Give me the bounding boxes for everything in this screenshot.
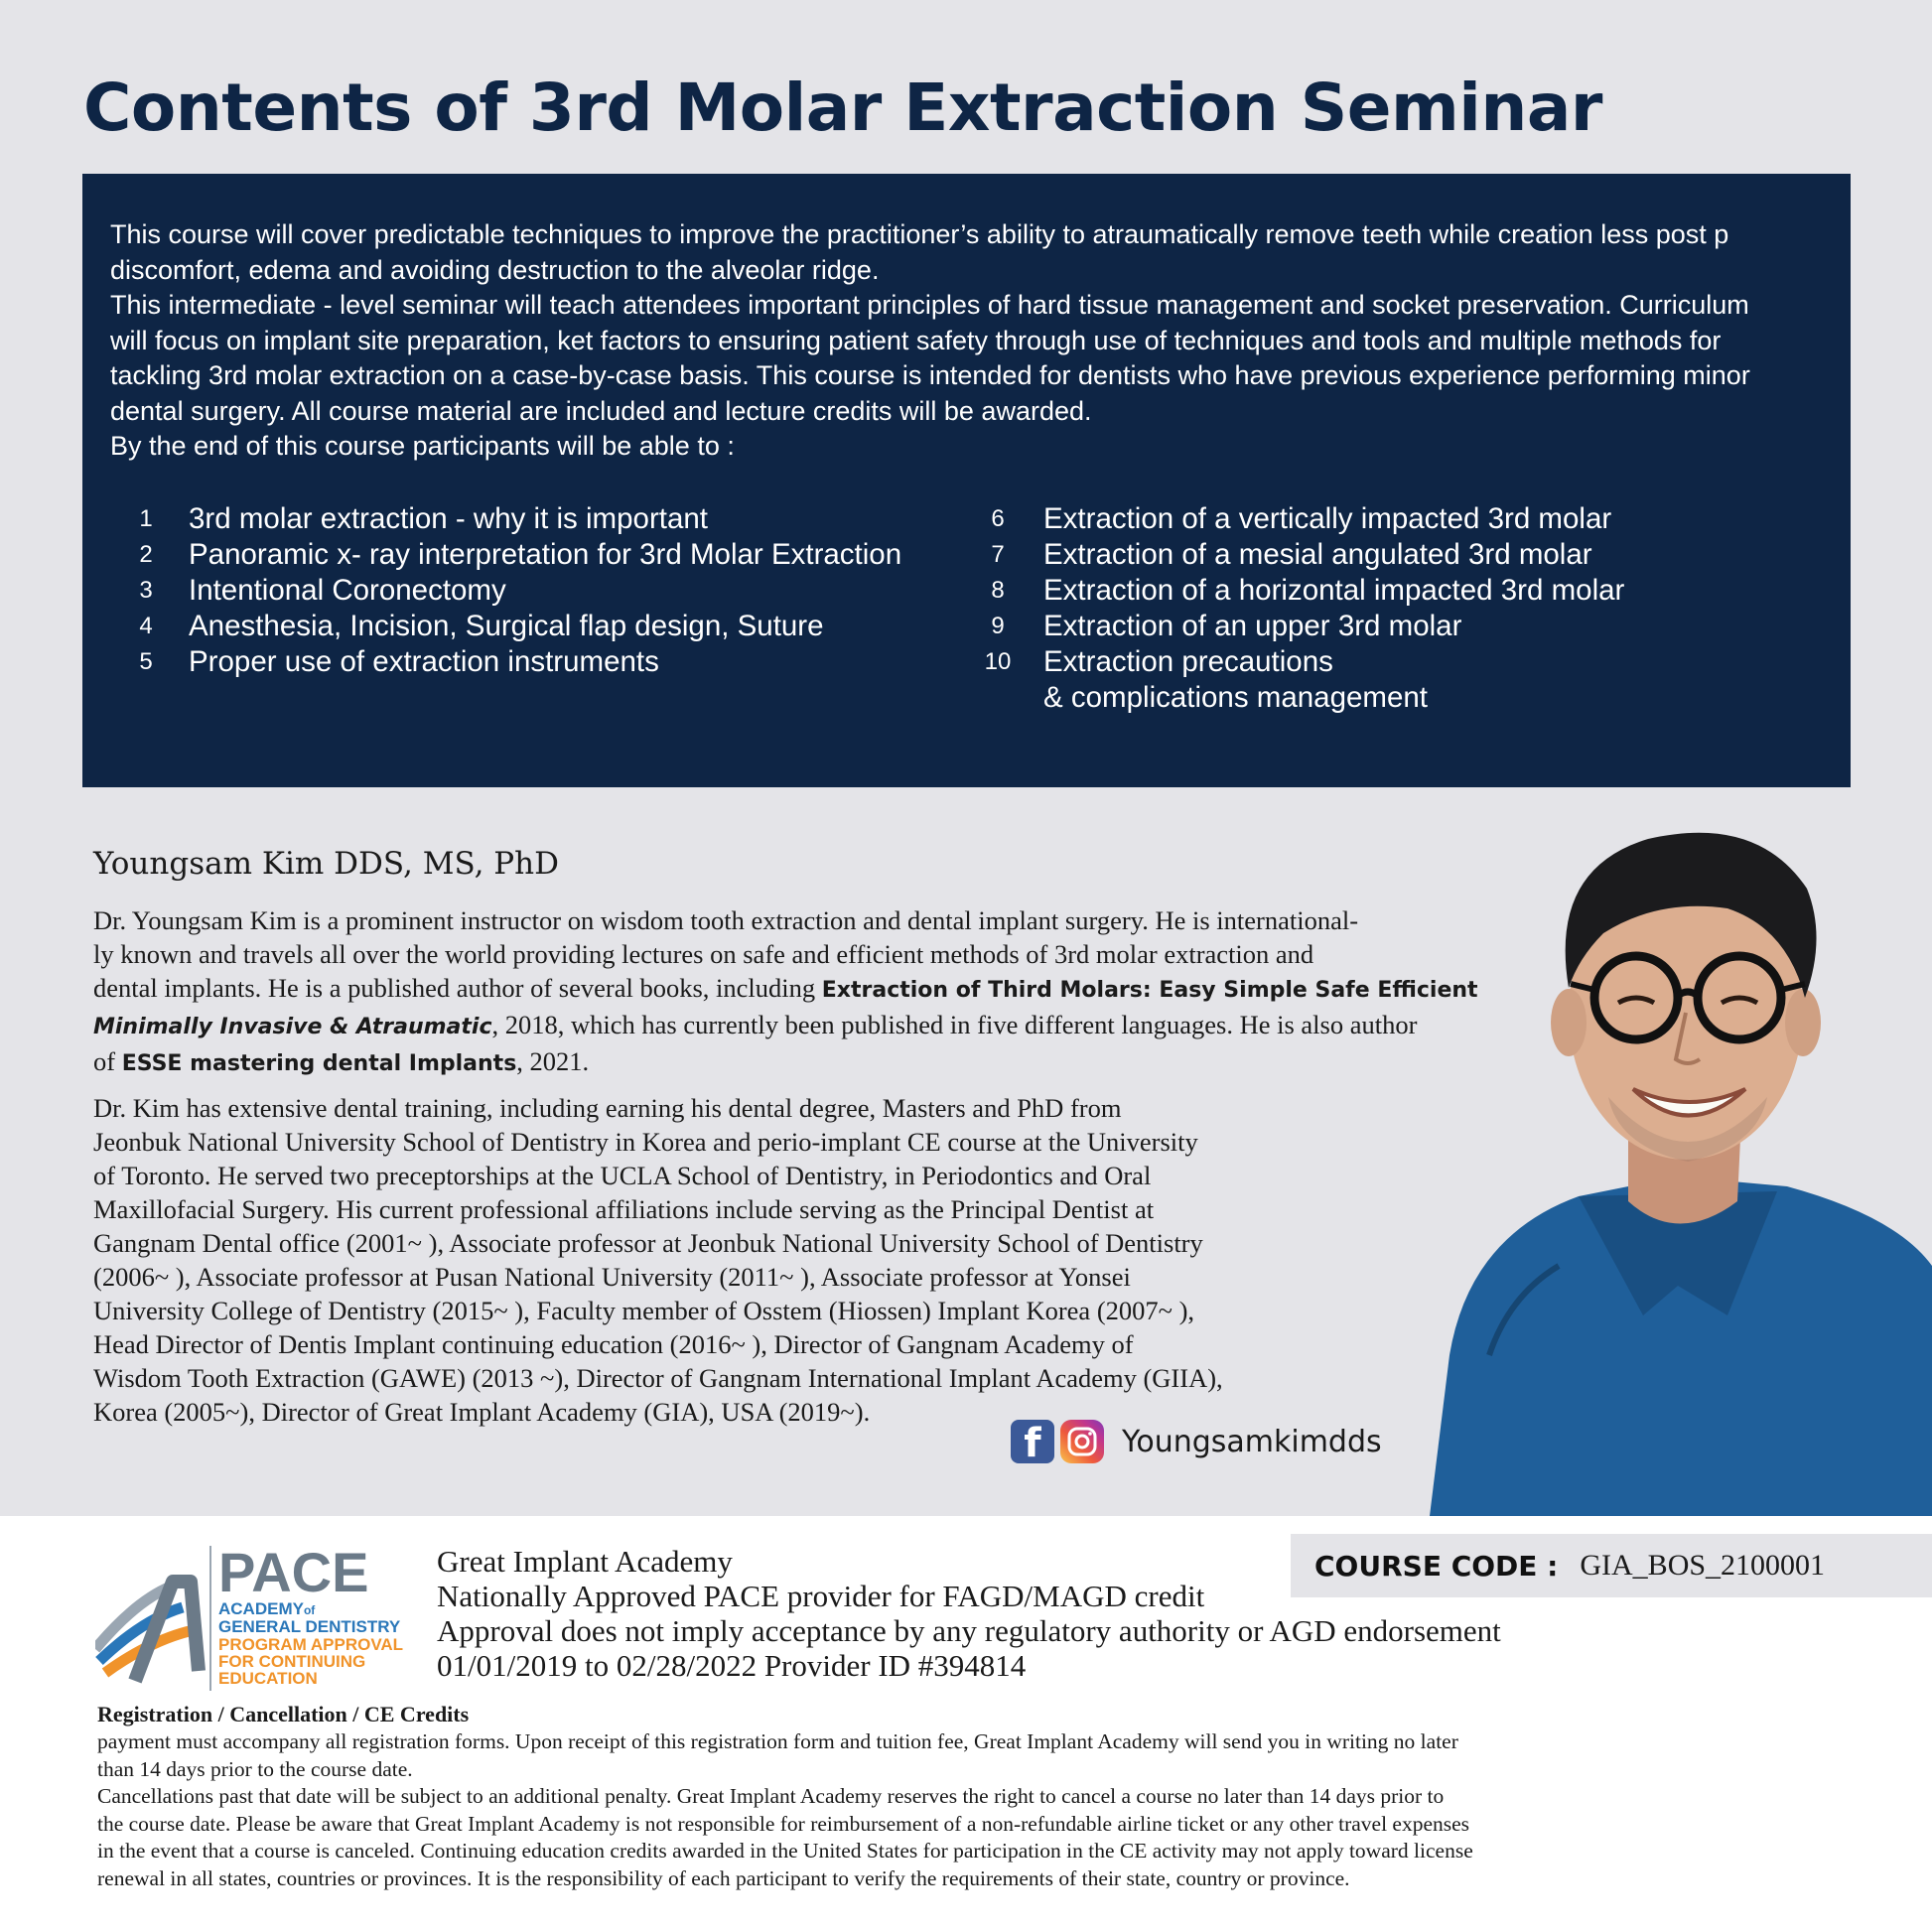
book-title: Minimally Invasive & Atraumatic — [93, 1015, 492, 1039]
topic-text: Proper use of extraction instruments — [189, 645, 659, 678]
topic-item — [974, 501, 1624, 537]
provider-line: Great Implant Academy — [437, 1544, 733, 1579]
social-links — [1011, 1420, 1382, 1463]
pace-text-program: PROGRAM APPROVAL — [218, 1635, 404, 1654]
bio-line — [93, 1044, 1478, 1081]
topic-number: 6 — [991, 505, 1005, 532]
bio-line: Gangnam Dental office (2001~ ), Associate professor at Jeonbuk National University School of Dentistry — [93, 1228, 1203, 1258]
bio-line — [93, 971, 1478, 1008]
topic-item — [974, 537, 1624, 573]
pace-logo — [95, 1542, 413, 1691]
bio-line: of Toronto. He served two preceptorships at the UCLA School of Dentistry, in Periodontics and Oral — [93, 1161, 1152, 1190]
instagram-icon[interactable] — [1060, 1420, 1104, 1463]
speaker-name: Youngsam Kim DDS, MS, PhD — [93, 846, 559, 882]
topic-item-continuation — [974, 680, 1624, 716]
bio-line: Korea (2005~), Director of Great Implant Academy (GIA), USA (2019~). — [93, 1397, 871, 1427]
topic-item — [974, 573, 1624, 609]
topic-item — [974, 644, 1624, 680]
bio-line: ly known and travels all over the world providing lectures on safe and efficient methods of 3rd molar extraction and — [93, 939, 1314, 969]
topic-list-left — [125, 501, 901, 680]
topic-number: 2 — [139, 541, 153, 568]
topic-number: 4 — [139, 613, 153, 639]
pace-text-education: EDUCATION — [218, 1669, 318, 1688]
course-code-value: GIA_BOS_2100001 — [1580, 1549, 1826, 1582]
bio-line: (2006~ ), Associate professor at Pusan National University (2011~ ), Associate professor at Yonsei — [93, 1262, 1131, 1292]
bio-line: Jeonbuk National University School of Dentistry in Korea and perio-implant CE course at the University — [93, 1127, 1198, 1157]
policy-line: than 14 days prior to the course date. — [97, 1756, 413, 1781]
bio-line: Maxillofacial Surgery. His current professional affiliations include serving as the Principal Dentist at — [93, 1194, 1155, 1224]
provider-line: 01/01/2019 to 02/28/2022 Provider ID #394814 — [437, 1648, 1027, 1683]
speaker-bio — [93, 846, 1478, 1429]
intro-line: This course will cover predictable techniques to improve the practitioner’s ability to atraumatically remove teeth while creation less post p — [110, 219, 1729, 249]
provider-line: Nationally Approved PACE provider for FAGD/MAGD credit — [437, 1579, 1205, 1613]
topic-text: Anesthesia, Incision, Surgical flap design, Suture — [189, 610, 824, 642]
topic-text: Panoramic x- ray interpretation for 3rd Molar Extraction — [189, 538, 902, 571]
pace-academy-word: ACADEMY — [218, 1599, 304, 1618]
bio-text: dental implants. He is a published author of several books, including — [93, 973, 822, 1003]
policy-line: Cancellations past that date will be subject to an additional penalty. Great Implant Academy reserves the right to cancel a course no later than 14 days prior to — [97, 1784, 1445, 1808]
bio-line: Wisdom Tooth Extraction (GAWE) (2013 ~), Director of Gangnam International Implant Academy (GIIA), — [93, 1363, 1223, 1393]
topic-text: Extraction of an upper 3rd molar — [1043, 610, 1462, 642]
topic-item — [125, 609, 901, 644]
topic-item — [125, 501, 901, 537]
topic-number: 10 — [984, 648, 1012, 675]
topic-number: 7 — [991, 541, 1005, 568]
course-intro — [110, 217, 1838, 465]
policy-line: renewal in all states, countries or provinces. It is the responsibility of each participant to verify the requirements of their state, country or province. — [97, 1865, 1350, 1890]
topic-item — [125, 573, 901, 609]
course-description-panel — [82, 174, 1851, 787]
page-title: Contents of 3rd Molar Extraction Seminar — [83, 69, 1602, 146]
provider-line: Approval does not imply acceptance by any regulatory authority or AGD endorsement — [437, 1613, 1501, 1648]
topic-list-right — [974, 501, 1624, 716]
bio-line: University College of Dentistry (2015~ ), Faculty member of Osstem (Hiossen) Implant Korea (2007~ ), — [93, 1296, 1195, 1325]
bio-paragraph-2 — [93, 1091, 1478, 1429]
bio-line — [93, 1008, 1478, 1044]
pace-text-general: GENERAL DENTISTRY — [218, 1617, 401, 1636]
topic-text: Extraction of a horizontal impacted 3rd molar — [1043, 574, 1625, 607]
policy-line: in the event that a course is canceled. Continuing education credits awarded in the United States for participation in the CE activity may not apply toward license — [97, 1839, 1473, 1863]
topic-item — [125, 644, 901, 680]
intro-line: This intermediate - level seminar will teach attendees important principles of hard tissue management and socket preservation. Curriculum — [110, 290, 1749, 320]
book-title: Extraction of Third Molars: Easy Simple Safe Efficient — [821, 978, 1478, 1003]
bio-line: Head Director of Dentis Implant continuing education (2016~ ), Director of Gangnam Academy of — [93, 1329, 1134, 1359]
pace-wordmark: PACE — [218, 1542, 369, 1603]
pace-of-word: of — [303, 1603, 316, 1617]
book-title: ESSE mastering dental Implants — [121, 1051, 517, 1076]
topic-text: Intentional Coronectomy — [189, 574, 506, 607]
pace-text-continuing: FOR CONTINUING — [218, 1652, 366, 1671]
registration-policy — [97, 1701, 1845, 1892]
topic-number: 5 — [139, 648, 153, 675]
topic-item — [974, 609, 1624, 644]
speaker-portrait — [1430, 799, 1932, 1516]
intro-line: By the end of this course participants will be able to : — [110, 431, 735, 461]
social-handle[interactable]: Youngsamkimdds — [1122, 1424, 1382, 1459]
intro-line: will focus on implant site preparation, ket factors to ensuring patient safety through use of techniques and tools and multiple methods for — [110, 325, 1722, 355]
pace-text-academy — [218, 1599, 316, 1618]
topic-text: Extraction of a vertically impacted 3rd molar — [1043, 502, 1612, 535]
bio-text: of — [93, 1046, 122, 1076]
topic-number: 9 — [991, 613, 1005, 639]
bio-line: Dr. Kim has extensive dental training, including earning his dental degree, Masters and PhD from — [93, 1093, 1122, 1123]
intro-line: dental surgery. All course material are included and lecture credits will be awarded. — [110, 395, 1092, 426]
bio-text: , 2018, which has currently been published in five different languages. He is also author — [491, 1010, 1418, 1039]
course-code-label: COURSE CODE : — [1314, 1549, 1559, 1583]
registration-title: Registration / Cancellation / CE Credits — [97, 1702, 470, 1726]
bio-line: Dr. Youngsam Kim is a prominent instructor on wisdom tooth extraction and dental implant surgery. He is international- — [93, 905, 1359, 935]
facebook-icon[interactable]: f — [1011, 1420, 1054, 1463]
topic-number: 1 — [139, 505, 153, 532]
topic-item — [125, 537, 901, 573]
policy-line: payment must accompany all registration forms. Upon receipt of this registration form and tuition fee, Great Implant Academy will send you in writing no later — [97, 1729, 1458, 1753]
topic-number: 3 — [139, 577, 153, 604]
bio-paragraph-1 — [93, 903, 1478, 1081]
intro-line: tackling 3rd molar extraction on a case-by-case basis. This course is intended for dentists who have previous experience performing minor — [110, 360, 1750, 390]
bio-text: , 2021. — [516, 1046, 590, 1076]
topic-text: & complications management — [1043, 681, 1428, 714]
topic-text: Extraction of a mesial angulated 3rd molar — [1043, 538, 1592, 571]
intro-line: discomfort, edema and avoiding destruction to the alveolar ridge. — [110, 254, 880, 285]
provider-info — [437, 1544, 1501, 1683]
topic-number — [974, 680, 1022, 716]
policy-line: the course date. Please be aware that Great Implant Academy is not responsible for reimbursement of a non-refundable airline ticket or any other travel expenses — [97, 1811, 1470, 1836]
topic-number: 8 — [991, 577, 1005, 604]
topic-text: 3rd molar extraction - why it is important — [189, 502, 708, 535]
topic-text: Extraction precautions — [1043, 645, 1333, 678]
